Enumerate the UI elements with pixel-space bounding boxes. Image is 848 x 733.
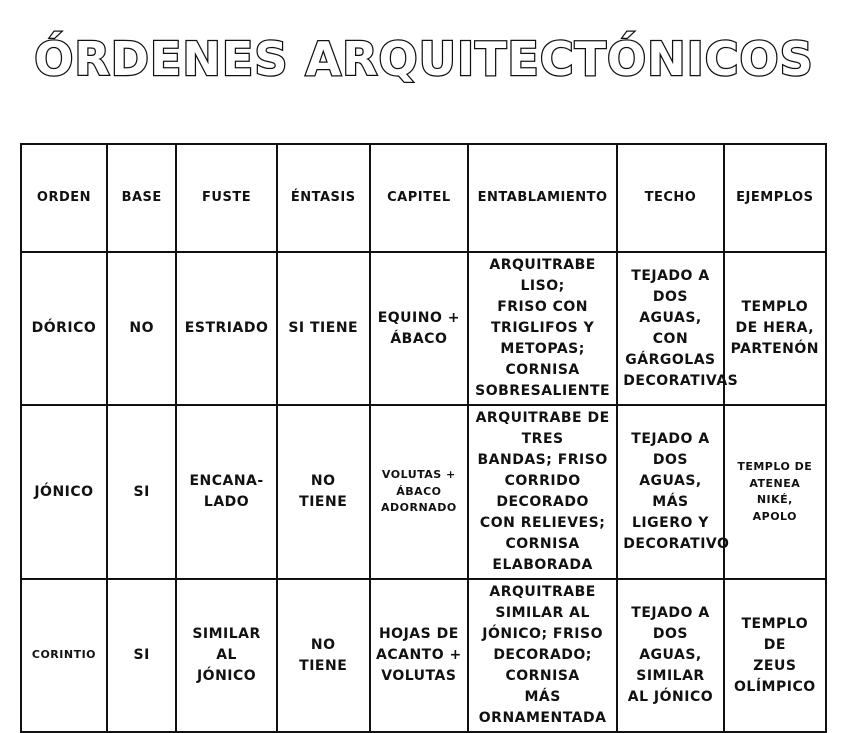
cell-orden: DÓRICO (21, 252, 107, 405)
header-base: BASE (107, 144, 177, 252)
page-title: ÓRDENES ARQUITECTÓNICOS (34, 32, 814, 86)
cell-ejemplos: TEMPLO DE ZEUS OLÍMPICO (724, 579, 826, 732)
cell-fuste: ENCANA- LADO (176, 405, 276, 579)
header-entasis: ÉNTASIS (277, 144, 370, 252)
table-row (21, 405, 826, 579)
cell-entasis: NO TIENE (277, 579, 370, 732)
architectural-orders-table (20, 143, 827, 733)
cell-entasis: NO TIENE (277, 405, 370, 579)
cell-entasis: SI TIENE (277, 252, 370, 405)
cell-ejemplos: TEMPLO DE ATENEA NIKÉ, APOLO (724, 405, 826, 579)
cell-entablamiento: ARQUITRABE LISO; FRISO CON TRIGLIFOS Y METOPAS; CORNISA SOBRESALIENTE (468, 252, 617, 405)
cell-ejemplos: TEMPLO DE HERA, PARTENÓN (724, 252, 826, 405)
cell-capitel: EQUINO + ÁBACO (370, 252, 468, 405)
cell-orden: JÓNICO (21, 405, 107, 579)
cell-base: NO (107, 252, 177, 405)
header-entablamiento: ENTABLAMIENTO (468, 144, 617, 252)
cell-techo: TEJADO A DOS AGUAS, SIMILAR AL JÓNICO (617, 579, 723, 732)
header-orden: ORDEN (21, 144, 107, 252)
cell-entablamiento: ARQUITRABE SIMILAR AL JÓNICO; FRISO DECORADO; CORNISA MÁS ORNAMENTADA (468, 579, 617, 732)
cell-techo: TEJADO A DOS AGUAS, MÁS LIGERO Y DECORATIVO (617, 405, 723, 579)
header-capitel: CAPITEL (370, 144, 468, 252)
cell-techo: TEJADO A DOS AGUAS, CON GÁRGOLAS DECORATIVAS (617, 252, 723, 405)
header-techo: TECHO (617, 144, 723, 252)
header-fuste: FUSTE (176, 144, 276, 252)
cell-capitel: HOJAS DE ACANTO + VOLUTAS (370, 579, 468, 732)
header-ejemplos: EJEMPLOS (724, 144, 826, 252)
table-row (21, 579, 826, 732)
cell-capitel: VOLUTAS + ÁBACO ADORNADO (370, 405, 468, 579)
cell-orden: CORINTIO (21, 579, 107, 732)
table-row (21, 252, 826, 405)
cell-fuste: SIMILAR AL JÓNICO (176, 579, 276, 732)
table-header-row (21, 144, 826, 252)
cell-base: SI (107, 405, 177, 579)
cell-base: SI (107, 579, 177, 732)
cell-fuste: ESTRIADO (176, 252, 276, 405)
cell-entablamiento: ARQUITRABE DE TRES BANDAS; FRISO CORRIDO DECORADO CON RELIEVES; CORNISA ELABORADA (468, 405, 617, 579)
